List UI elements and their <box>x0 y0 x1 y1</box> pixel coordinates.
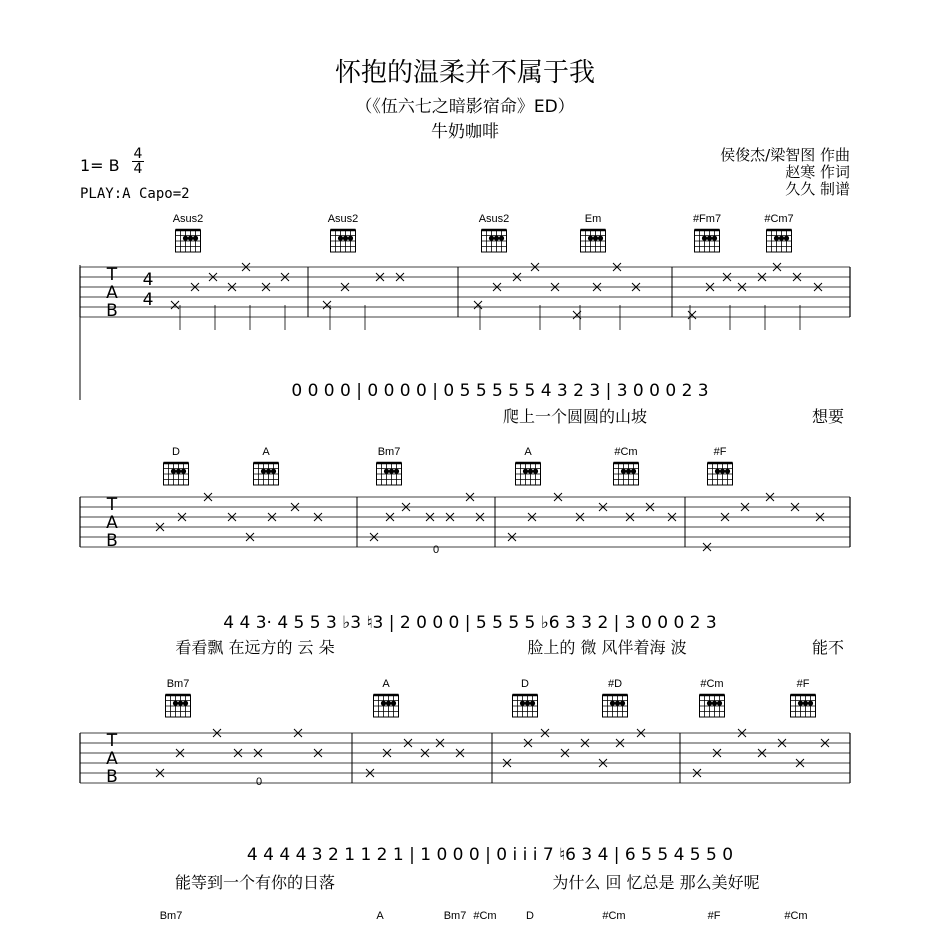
sys1-chord-3-label: Em <box>584 213 602 225</box>
sys4-chord-7-label: #Cm <box>784 910 808 922</box>
sys3-chord-2-dot <box>530 701 535 706</box>
sys2-fret-0: 0 <box>432 544 440 556</box>
sys3-chord-4-label: #Cm <box>700 678 724 690</box>
sys1-chord-4-dot <box>702 236 707 241</box>
sys1-chord-2-dot <box>489 236 494 241</box>
sys2-chord-3-dot <box>523 469 528 474</box>
sys3-chord-5-dot <box>808 701 813 706</box>
sys2-chord-0-dot <box>181 469 186 474</box>
sys1-chord-5-dot <box>784 236 789 241</box>
sys4-chord-0-label: Bm7 <box>159 910 183 922</box>
sys1-chord-1-dot <box>348 236 353 241</box>
play-capo-info: PLAY:A Capo=2 <box>80 186 190 202</box>
sys1-chord-2-dot <box>494 236 499 241</box>
sys4-chord-6-label: #F <box>707 910 721 922</box>
sys2-chord-3-dot <box>528 469 533 474</box>
sys3-chord-0-label: Bm7 <box>166 678 190 690</box>
song-title: 怀抱的温柔并不属于我 <box>334 58 595 88</box>
sys3-chord-0-dot <box>183 701 188 706</box>
sys1-lyric-0: 爬上一个圆圆的山坡 <box>502 407 648 426</box>
artist-name: 牛奶咖啡 <box>431 122 499 142</box>
sys2-chord-2-dot <box>389 469 394 474</box>
sys2-chord-1-dot <box>271 469 276 474</box>
sys3-chord-4-dot <box>707 701 712 706</box>
sys2-chord-2-label: Bm7 <box>377 446 401 458</box>
sys3-chord-4-dot <box>717 701 722 706</box>
sys1-chord-5-dot <box>774 236 779 241</box>
sys2-lyric-2: 能不 <box>811 638 845 657</box>
sys2-chord-4-dot <box>621 469 626 474</box>
sys1-chord-3-dot <box>593 236 598 241</box>
sys3-numbers: 4 4 4 4 3 2 1 1 2 1 | 1 0 0 0 | 0 i i i 7 ♮6 3 4 | 6 5 5 4 5 5 0 <box>246 845 734 865</box>
credit-lyricist: 赵寒 作词 <box>785 163 850 181</box>
time-sig-top: 4 <box>133 146 143 162</box>
sys2-staff-tab-a: A <box>106 513 118 533</box>
sys3-chord-1-dot <box>391 701 396 706</box>
sys3-chord-5-dot <box>803 701 808 706</box>
sys1-tab-meter-top: 4 <box>142 270 154 290</box>
sys2-chord-4-dot <box>631 469 636 474</box>
sys3-chord-3-dot <box>620 701 625 706</box>
sys1-chord-3-dot <box>588 236 593 241</box>
song-subtitle: （《伍六七之暗影宿命》ED） <box>355 97 575 117</box>
sys3-chord-5-label: #F <box>796 678 810 690</box>
sys2-chord-0-dot <box>171 469 176 474</box>
sys2-chord-3-label: A <box>524 446 532 458</box>
key-signature: 1= B <box>80 156 120 175</box>
sys2-chord-0-dot <box>176 469 181 474</box>
sys3-chord-4-dot <box>712 701 717 706</box>
sys3-staff-tab-b: B <box>106 767 118 787</box>
sys2-chord-3-dot <box>533 469 538 474</box>
sys2-chord-1-dot <box>261 469 266 474</box>
sys1-chord-0-label: Asus2 <box>172 213 204 225</box>
sys2-chord-2-dot <box>394 469 399 474</box>
sys2-chord-4-label: #Cm <box>614 446 638 458</box>
sys4-chord-1-label: A <box>376 910 384 922</box>
sys2-chord-5-dot <box>720 469 725 474</box>
sys2-chord-1-dot <box>266 469 271 474</box>
sys1-staff-tab-a: A <box>106 283 118 303</box>
sys3-chord-3-dot <box>615 701 620 706</box>
sys4-chord-5-label: #Cm <box>602 910 626 922</box>
sys1-chord-2-label: Asus2 <box>478 213 510 225</box>
sys1-chord-0-dot <box>188 236 193 241</box>
sys3-chord-3-dot <box>610 701 615 706</box>
sys4-chord-3-label: #Cm <box>473 910 497 922</box>
sys3-chord-1-dot <box>386 701 391 706</box>
sys1-chord-4-dot <box>712 236 717 241</box>
sys1-numbers: 0 0 0 0 | 0 0 0 0 | 0 5 5 5 5 5 4 3 2 3 | 3 0 0 0 2 3 <box>291 381 709 401</box>
sys1-chord-1-dot <box>338 236 343 241</box>
sys4-chord-2-label: Bm7 <box>443 910 467 922</box>
sys1-chord-1-label: Asus2 <box>327 213 359 225</box>
sys3-fret-0: 0 <box>255 776 263 788</box>
credit-composer: 侯俊杰/梁智图 作曲 <box>720 146 850 164</box>
sys1-chord-5-label: #Cm7 <box>764 213 794 225</box>
sys1-chord-2-dot <box>499 236 504 241</box>
sys2-chord-4-dot <box>626 469 631 474</box>
sys1-tab-meter-bottom: 4 <box>142 290 154 310</box>
sys3-chord-1-label: A <box>382 678 390 690</box>
sys3-chord-1-dot <box>381 701 386 706</box>
sys1-chord-5-dot <box>779 236 784 241</box>
sys2-chord-2-dot <box>384 469 389 474</box>
sys1-chord-3-dot <box>598 236 603 241</box>
sys1-chord-4-dot <box>707 236 712 241</box>
sys1-staff-tab-t: T <box>106 265 118 285</box>
sys3-lyric-0: 能等到一个有你的日落 <box>174 873 336 892</box>
sys1-lyric-1: 想要 <box>811 407 845 426</box>
sys2-chord-5-label: #F <box>713 446 727 458</box>
sys2-lyric-1: 脸上的 微 风伴着海 波 <box>527 638 687 657</box>
sys1-chord-4-label: #Fm7 <box>692 213 722 225</box>
sys3-chord-0-dot <box>178 701 183 706</box>
sys2-chord-0-label: D <box>172 446 180 458</box>
sys1-chord-0-dot <box>193 236 198 241</box>
sys2-chord-5-dot <box>715 469 720 474</box>
credit-transcriber: 久久 制谱 <box>785 180 850 198</box>
sys3-chord-0-dot <box>173 701 178 706</box>
sys3-chord-2-dot <box>525 701 530 706</box>
sys2-chord-5-dot <box>725 469 730 474</box>
sys1-staff-tab-b: B <box>106 301 118 321</box>
sys3-lyric-1: 为什么 回 忆总是 那么美好呢 <box>552 873 760 892</box>
sys2-chord-1-label: A <box>262 446 270 458</box>
sys3-chord-2-dot <box>520 701 525 706</box>
sys2-lyric-0: 看看飘 在远方的 云 朵 <box>175 638 335 657</box>
sys2-staff-tab-b: B <box>106 531 118 551</box>
sys3-chord-3-label: #D <box>607 678 623 690</box>
time-sig-bottom: 4 <box>133 161 143 177</box>
sys3-staff-tab-a: A <box>106 749 118 769</box>
sys4-chord-4-label: D <box>526 910 534 922</box>
sys2-numbers: 4 4 3· 4 5 5 3 ♭3 ♮3 | 2 0 0 0 | 5 5 5 5 ♭6 3 3 2 | 3 0 0 0 2 3 <box>223 613 717 633</box>
sys3-chord-2-label: D <box>521 678 529 690</box>
sys3-staff-tab-t: T <box>106 731 118 751</box>
sys3-chord-5-dot <box>798 701 803 706</box>
sys1-chord-1-dot <box>343 236 348 241</box>
sys2-staff-tab-t: T <box>106 495 118 515</box>
sys1-chord-0-dot <box>183 236 188 241</box>
